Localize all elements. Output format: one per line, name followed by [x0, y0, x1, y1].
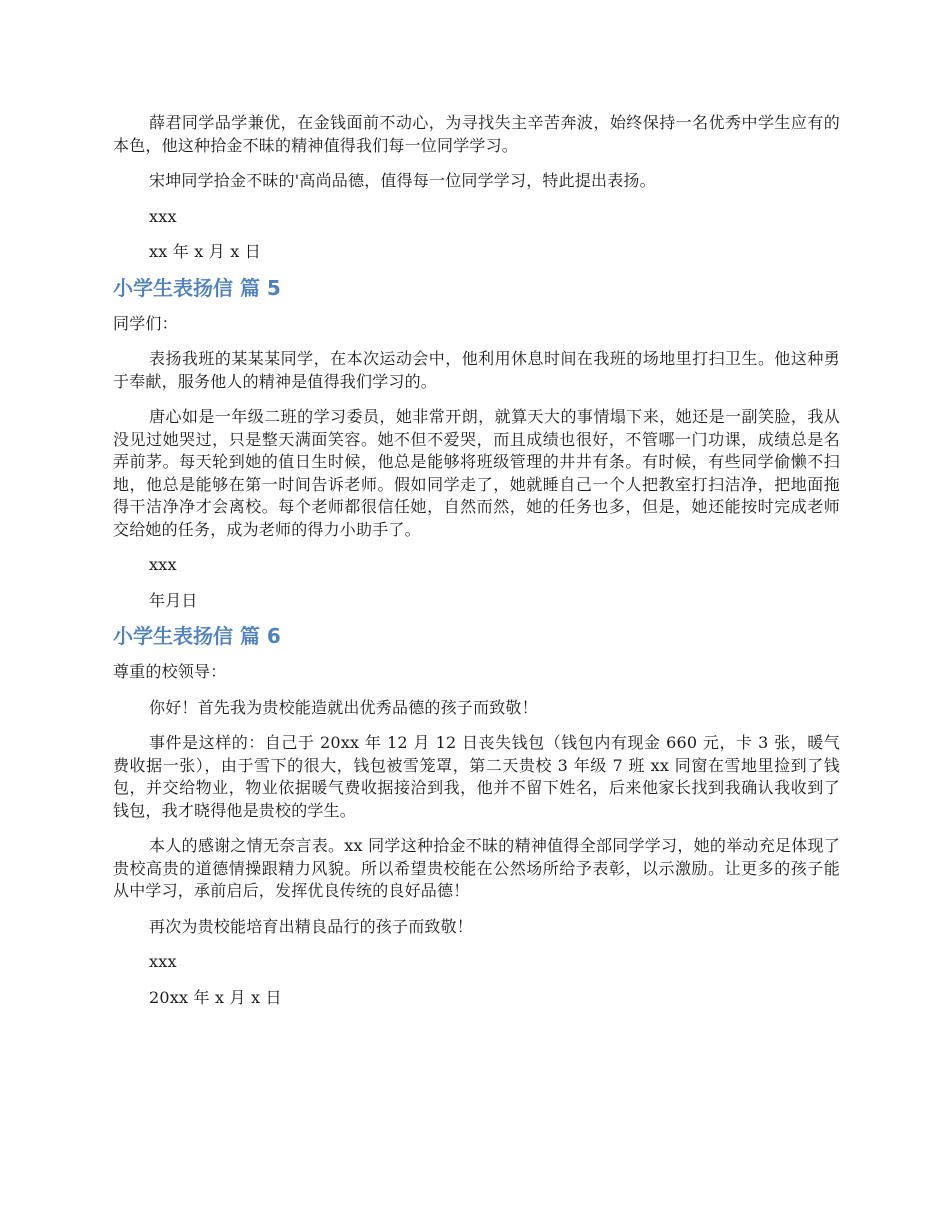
paragraph: 你好！首先我为贵校能造就出优秀品德的孩子而致敬！	[149, 697, 538, 717]
paragraph: 再次为贵校能培育出精良品行的孩子而致敬！	[149, 916, 474, 936]
paragraph: 表扬我班的某某某同学，在本次运动会中，他利用休息时间在我班的场地里打扫卫生。他这种勇于奉献，服务他人的精神是值得我们学习的。	[113, 349, 840, 391]
section-heading: 小学生表扬信 篇 5	[113, 275, 281, 300]
signature: xxx	[149, 206, 177, 226]
signature: xxx	[149, 952, 177, 971]
salutation: 同学们：	[113, 313, 178, 333]
date-line: xx 年 x 月 x 日	[149, 242, 261, 261]
paragraph: 本人的感谢之情无奈言表。xx 同学这种拾金不昧的精神值得全部同学学习，她的举动充足体现了贵校高贵的道德情操跟精力风貌。所以希望贵校能在公然场所给予表彰，以示激励。让更多的孩子能从中学习，承前启后，发挥优良传统的良好品德！	[113, 836, 840, 900]
paragraph: 唐心如是一年级二班的学习委员，她非常开朗，就算天大的事情塌下来，她还是一副笑脸，我从没见过她哭过，只是整天满面笑容。她不但不爱哭，而且成绩也很好，不管哪一门功课，成绩总是名弄前茅。每天轮到她的值日生时候，他总是能够将班级管理的井井有条。有时候，有些同学偷懒不扫地，他总是能够在第一时间告诉老师。假如同学走了，她就睡自己一个人把教室打扫洁净，把地面拖得干洁净净才会离校。每个老师都很信任她，自然而然，她的任务也多，但是，她还能按时完成老师交给她的任务，成为老师的得力小助手了。	[113, 407, 840, 539]
document-page	[113, 112, 840, 1009]
paragraph: 事件是这样的：自己于 20xx 年 12 月 12 日丧失钱包（钱包内有现金 660 元，卡 3 张，暖气费收据一张），由于雪下的很大，钱包被雪笼罩，第二天贵校 3 年级 7 班 xx 同窗在雪地里捡到了钱包，并交给物业，物业依据暖气费收据接洽到我，他并不留下姓名，后来他家长找到我确认我收到了钱包，我才晓得他是贵校的学生。	[113, 733, 840, 820]
paragraph: 薛君同学品学兼优，在金钱面前不动心，为寻找失主辛苦奔波，始终保持一名优秀中学生应有的本色，他这种拾金不昧的精神值得我们每一位同学学习。	[113, 113, 840, 155]
date-line: 年月日	[149, 590, 198, 610]
section-heading: 小学生表扬信 篇 6	[113, 624, 281, 648]
salutation: 尊重的校领导：	[113, 662, 227, 681]
date-line: 20xx 年 x 月 x 日	[149, 987, 282, 1007]
paragraph: 宋坤同学拾金不昧的'高尚品德，值得每一位同学学习，特此提出表扬。	[149, 171, 656, 190]
signature: xxx	[149, 555, 177, 574]
